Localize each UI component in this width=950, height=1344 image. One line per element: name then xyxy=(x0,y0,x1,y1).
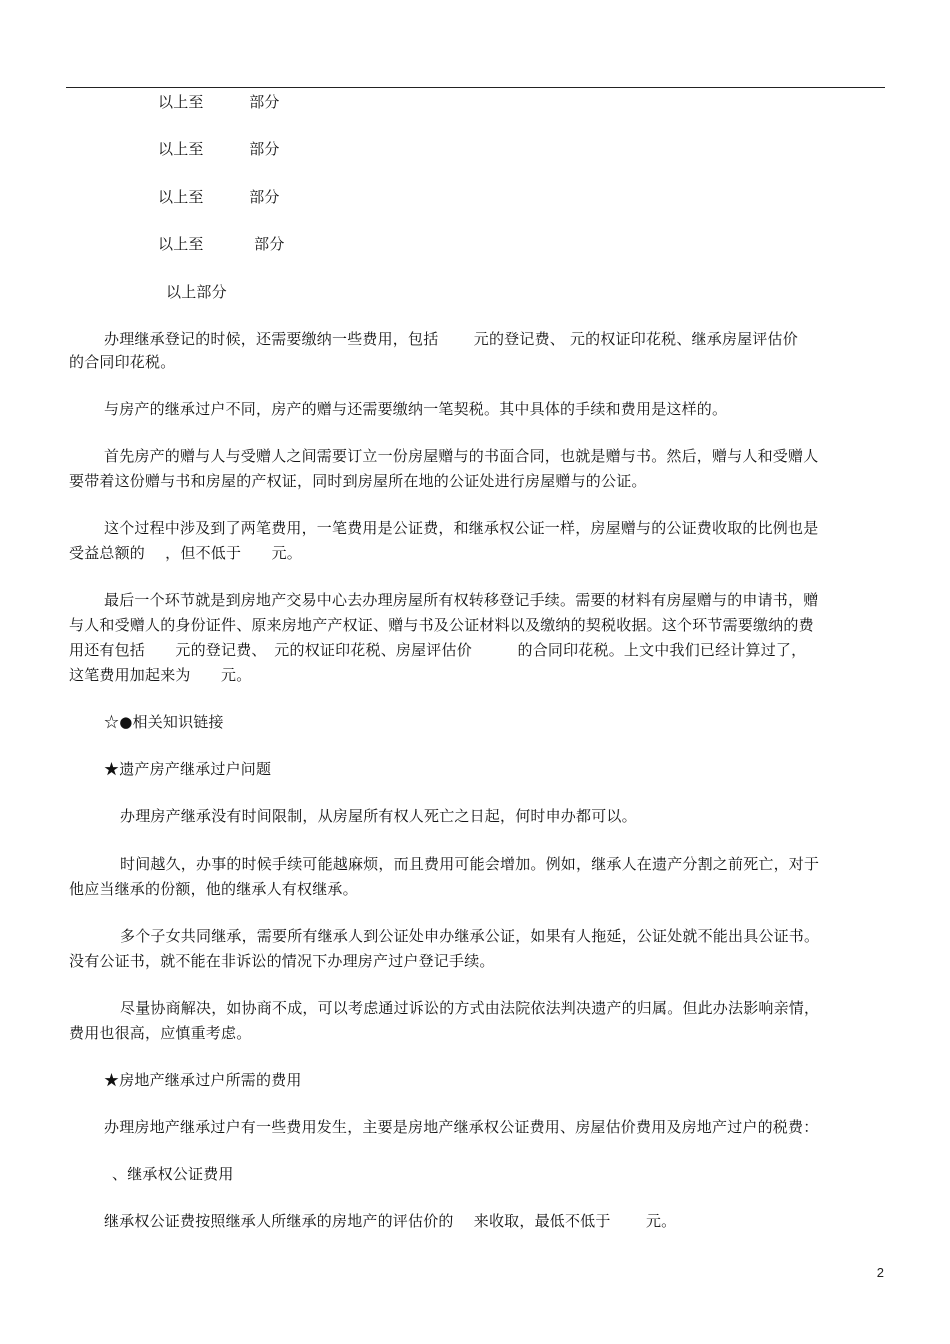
paragraph-line: 他应当继承的份额，他的继承人有权继承。 xyxy=(69,880,358,898)
page-number: 2 xyxy=(876,1265,884,1280)
section-heading: ★遗产房产继承过户问题 xyxy=(104,760,272,778)
header-rule xyxy=(66,87,885,88)
list-item: 以上至 部分 xyxy=(158,235,285,253)
paragraph-line: 受益总额的 ，但不低于 元。 xyxy=(69,544,302,562)
paragraph-line: 的合同印花税。 xyxy=(69,353,176,371)
list-item: 以上至 部分 xyxy=(158,188,280,206)
paragraph-line: 时间越久，办事的时候手续可能越麻烦，而且费用可能会增加。例如，继承人在遗产分割之前死亡，对于 xyxy=(120,855,820,873)
list-item: 以上部分 xyxy=(166,283,227,301)
paragraph-line: 这个过程中涉及到了两笔费用，一笔费用是公证费，和继承权公证一样，房屋赠与的公证费收取的比例也是 xyxy=(104,519,819,537)
paragraph-line: 首先房产的赠与人与受赠人之间需要订立一份房屋赠与的书面合同，也就是赠与书。然后，赠与人和受赠人 xyxy=(104,447,819,465)
paragraph-line: 与房产的继承过户不同，房产的赠与还需要缴纳一笔契税。其中具体的手续和费用是这样的。 xyxy=(104,400,728,418)
paragraph-line: 办理房地产继承过户有一些费用发生，主要是房地产继承权公证费用、房屋估价费用及房地产过户的税费： xyxy=(104,1118,819,1136)
list-item: 以上至 部分 xyxy=(158,93,280,111)
paragraph-line: 与人和受赠人的身份证件、原来房地产产权证、赠与书及公证材料以及缴纳的契税收据。这个环节需要缴纳的费 xyxy=(69,616,814,634)
subsection-heading: 、继承权公证费用 xyxy=(112,1165,234,1183)
paragraph-line: 继承权公证费按照继承人所继承的房地产的评估价的 来收取，最低不低于 元。 xyxy=(104,1212,677,1230)
paragraph-line: 没有公证书，就不能在非诉讼的情况下办理房产过户登记手续。 xyxy=(69,952,495,970)
paragraph-line: 多个子女共同继承，需要所有继承人到公证处申办继承公证，如果有人拖延，公证处就不能出具公证书。 xyxy=(120,927,820,945)
paragraph-line: 费用也很高，应慎重考虑。 xyxy=(69,1024,252,1042)
list-item: 以上至 部分 xyxy=(158,140,280,158)
section-heading: ☆●相关知识链接 xyxy=(104,713,224,731)
paragraph-line: 用还有包括 元的登记费、 元的权证印花税、房屋评估价 的合同印花税。上文中我们已经计算过了， xyxy=(69,641,807,659)
paragraph-line: 最后一个环节就是到房地产交易中心去办理房屋所有权转移登记手续。需要的材料有房屋赠与的申请书，赠 xyxy=(104,591,819,609)
paragraph-line: 这笔费用加起来为 元。 xyxy=(69,666,252,684)
paragraph-line: 办理继承登记的时候，还需要缴纳一些费用，包括 元的登记费、 元的权证印花税、继承房屋评估价 xyxy=(104,330,798,348)
paragraph-line: 要带着这份赠与书和房屋的产权证，同时到房屋所在地的公证处进行房屋赠与的公证。 xyxy=(69,472,647,490)
section-heading: ★房地产继承过户所需的费用 xyxy=(104,1071,302,1089)
paragraph-line: 尽量协商解决，如协商不成，可以考虑通过诉讼的方式由法院依法判决遗产的归属。但此办法影响亲情， xyxy=(120,999,820,1017)
paragraph-line: 办理房产继承没有时间限制，从房屋所有权人死亡之日起，何时申办都可以。 xyxy=(120,807,637,825)
